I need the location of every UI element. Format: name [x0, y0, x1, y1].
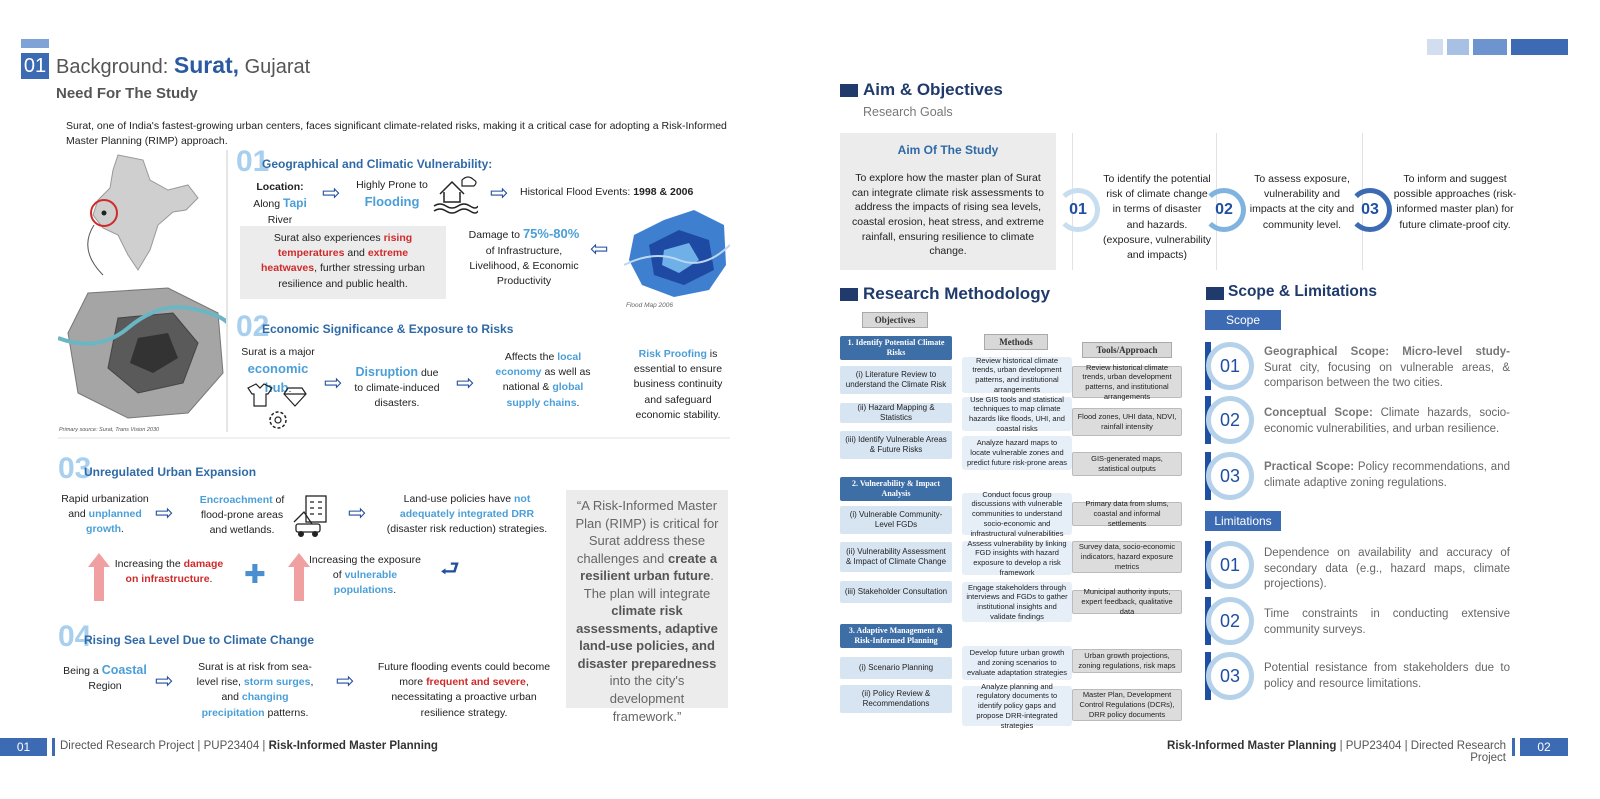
plus-icon: ✚ — [244, 559, 266, 589]
limit-text-3: Potential resistance from stakeholders due to policy and resource limitations. — [1264, 662, 1510, 690]
risk-proofing-text: Risk Proofing is essential to ensure business continuity and safeguard economic stability. — [633, 348, 723, 421]
col-objectives: Objectives — [862, 312, 928, 328]
objective-3: (iii) Identify Vulnerable Areas & Future Risks — [840, 431, 952, 459]
category-2: 2. Vulnerability & Impact Analysis — [840, 477, 952, 501]
location-text: Location: Along Tapi River — [253, 181, 307, 226]
arrow-icon: ⇨ — [348, 500, 367, 525]
heading-marker — [1206, 287, 1224, 300]
section-title-4: Rising Sea Level Due to Climate Change — [84, 633, 315, 647]
aim-subtitle: Research Goals — [863, 105, 953, 119]
objective-2: (ii) Hazard Mapping & Statistics — [840, 403, 952, 423]
arrow-return-icon: ⮐ — [440, 556, 460, 581]
scope-text-1: Geographical Scope: Micro-level study- Surat city, focusing on vulnerable areas, & comparison between the two cities. — [1264, 346, 1510, 390]
aim-box-title: Aim Of The Study — [897, 143, 999, 157]
page-title: Background: Surat, Gujarat — [56, 52, 311, 78]
economy-icons — [246, 382, 314, 432]
footer-bar — [1512, 738, 1515, 756]
goal-text-3: To inform and suggest possible approaches (risk-informed master plan) for future climate-proof city. — [1393, 173, 1517, 231]
coastal-text: Being a Coastal Region — [63, 663, 147, 693]
tool-4: Primary data from slums, coastal and informal settlements — [1072, 502, 1182, 526]
method-8: Analyze planning and regulatory documents to identify policy gaps and propose DRR-integrated strategies — [962, 686, 1072, 726]
tool-3: GIS-generated maps, statistical outputs — [1072, 452, 1182, 476]
tool-2: Flood zones, UHI data, NDVI, rainfall intensity — [1072, 408, 1182, 436]
footer-text-right: Risk-Informed Master Planning | PUP23404 | Directed Research Project — [1167, 740, 1506, 764]
arrow-left-icon: ⇦ — [590, 236, 609, 261]
section-num-1: 01 — [236, 145, 270, 178]
goal-number-2: 02 — [1202, 188, 1246, 232]
method-1: Review historical climate trends, urban development patterns, and institutional arrangements — [962, 357, 1072, 393]
encroachment-text: Encroachment of flood-prone areas and wetlands. — [199, 494, 285, 537]
limit-number-2: 02 — [1206, 597, 1254, 645]
method-7: Develop future urban growth and zoning scenarios to evaluate adaptation strategies — [962, 646, 1072, 680]
hub-text: Surat is a major economic hub. — [241, 346, 315, 396]
scope-label: Scope — [1205, 310, 1281, 330]
section-num-2: 02 — [236, 310, 270, 343]
col-tools: Tools/Approach — [1082, 342, 1172, 358]
urbanization-text: Rapid urbanization and unplanned growth. — [61, 493, 149, 536]
scope-text-3: Practical Scope: Policy recommendations, and climate adaptive zoning regulations. — [1264, 461, 1510, 489]
arrow-icon: ⇨ — [336, 668, 355, 693]
arrow-icon: ⇨ — [456, 370, 475, 395]
section-num-3: 03 — [58, 452, 92, 485]
goal-text-1: To identify the potential risk of climate change in terms of disaster and hazards. (exposure, vulnerability and impacts) — [1103, 173, 1211, 262]
damage-infra-text: Increasing the damage on infrastructure. — [114, 558, 224, 586]
goal-number-3: 03 — [1348, 188, 1392, 232]
tool-6: Municipal authority inputs, expert feedback, qualitative data — [1072, 590, 1182, 614]
aim-box — [840, 133, 1056, 270]
arrow-icon: ⇨ — [155, 500, 174, 525]
page-number: 01 — [0, 738, 47, 756]
flood-house-icon — [432, 172, 478, 214]
future-flooding-text: Future flooding events could become more frequent and severe, necessitating a proactive urban resilience strategy. — [377, 661, 551, 719]
objective-4: (i) Vulnerable Community-Level FGDs — [840, 506, 952, 534]
methodology-title: Research Methodology — [863, 284, 1051, 303]
surat-city-map — [58, 283, 228, 423]
goal-text-2: To assess exposure, vulnerability and impacts at the city and community level. — [1249, 173, 1355, 231]
objective-8: (ii) Policy Review & Recommendations — [840, 685, 952, 713]
scope-number-3: 03 — [1206, 452, 1254, 500]
heading-marker — [840, 84, 858, 97]
limit-text-1: Dependence on availability and accuracy of secondary data (e.g., hazard maps, climate projections). — [1264, 547, 1510, 591]
tool-1: Review historical climate trends, urban development patterns, and institutional arrangements — [1072, 366, 1182, 398]
objective-5: (ii) Vulnerability Assessment & Impact of Climate Change — [840, 542, 952, 572]
divider — [58, 437, 730, 439]
arrow-icon: ⇨ — [490, 180, 509, 205]
page-number-right: 02 — [1520, 738, 1568, 756]
tool-8: Master Plan, Development Control Regulations (DCRs), DRR policy documents — [1072, 689, 1182, 721]
scope-text-2: Conceptual Scope: Climate hazards, socio-economic vulnerabilities, and urban resilience. — [1264, 407, 1510, 435]
limitations-label: Limitations — [1205, 511, 1281, 531]
deco-square — [1473, 39, 1507, 55]
limit-number-1: 01 — [1206, 541, 1254, 589]
intro-text: Surat, one of India's fastest-growing urban centers, faces significant climate-related risks, making it a critical case for adopting a Risk-Informed Master Planning (RIMP) approach. — [66, 120, 727, 148]
section-number: 01 — [21, 53, 49, 79]
section-title-2: Economic Significance & Exposure to Risks — [262, 322, 514, 336]
heatwave-box: Surat also experiences rising temperatures and extreme heatwaves, further stressing urban resilience and public health. — [240, 226, 446, 299]
tool-7: Urban growth projections, zoning regulations, risk maps — [1072, 649, 1182, 673]
section-num-4: 04 — [58, 620, 92, 653]
col-methods: Methods — [984, 334, 1048, 350]
objective-6: (iii) Stakeholder Consultation — [840, 581, 952, 603]
section-title-1: Geographical and Climatic Vulnerability: — [262, 157, 493, 171]
goal-number-1: 01 — [1056, 188, 1100, 232]
construction-icon — [292, 492, 340, 538]
arrow-up-icon — [88, 553, 110, 601]
historical-floods: Historical Flood Events: 1998 & 2006 — [520, 186, 694, 198]
section-title-3: Unregulated Urban Expansion — [84, 465, 257, 479]
deco-square — [1427, 39, 1443, 55]
disruption-text: Disruption due to climate-induced disasters. — [354, 365, 440, 410]
divider — [226, 150, 228, 432]
map-source: Primary source: Surat, Trans Vision 2030 — [59, 427, 160, 433]
limit-text-2: Time constraints in conducting extensive community surveys. — [1264, 608, 1510, 636]
method-3: Analyze hazard maps to locate vulnerable zones and predict future risk-prone areas — [962, 436, 1072, 470]
sea-risk-text: Surat is at risk from sea-level rise, storm surges, and changing precipitation patterns. — [196, 661, 314, 719]
prone-text: Highly Prone to Flooding — [356, 179, 428, 210]
arrow-icon: ⇨ — [322, 180, 341, 205]
flood-map-caption: Flood Map 2006 — [626, 302, 673, 309]
aim-box-text: To explore how the master plan of Surat can integrate climate risk assessments to address the impacts of rising sea levels, coastal erosion, heat stress, and extreme rainfall, ensuring resilience to climate change. — [852, 172, 1045, 258]
method-6: Engage stakeholders through interviews and FGDs to gather institutional insights and validate findings — [962, 582, 1072, 622]
affects-text: Affects the local economy as well as national & global supply chains. — [495, 351, 591, 409]
arrow-icon: ⇨ — [324, 370, 343, 395]
objective-1: (i) Literature Review to understand the Climate Risk — [840, 366, 952, 394]
method-4: Conduct focus group discussions with vulnerable communities to understand socio-economic and infrastructural vulnerabilities — [962, 493, 1072, 535]
footer-bar — [52, 738, 55, 756]
deco-square — [1511, 39, 1568, 55]
flood-map-2006 — [624, 205, 730, 300]
method-2: Use GIS tools and statistical techniques to map climate hazards like floods, UHI, and coastal risks — [962, 397, 1072, 431]
arrow-icon: ⇨ — [155, 668, 174, 693]
tool-5: Survey data, socio-economic indicators, hazard exposure metrics — [1072, 541, 1182, 573]
page-subtitle: Need For The Study — [56, 85, 198, 102]
heading-marker — [840, 288, 858, 301]
scope-title: Scope & Limitations — [1228, 283, 1377, 300]
category-3: 3. Adaptive Management & Risk-Informed Planning — [840, 624, 952, 648]
aim-title: Aim & Objectives — [863, 80, 1003, 99]
footer-text: Directed Research Project | PUP23404 | Risk-Informed Master Planning — [60, 740, 438, 752]
quote-box: “A Risk-Informed Master Plan (RIMP) is critical for Surat address these challenges and create a resilient urban future. The plan will integrate climate risk assessments, adaptive land-use policies, and disaster preparedness into the city's development framework.” — [566, 490, 728, 708]
deco-bar — [21, 39, 49, 48]
india-map — [58, 150, 228, 280]
category-1: 1. Identify Potential Climate Risks — [840, 336, 952, 360]
method-5: Assess vulnerability by linking FGD insights with hazard exposure to develop a risk framework — [962, 541, 1072, 575]
limit-number-3: 03 — [1206, 652, 1254, 700]
objective-7: (i) Scenario Planning — [840, 657, 952, 679]
exposure-text: Increasing the exposure of vulnerable populations. — [308, 554, 422, 597]
scope-number-2: 02 — [1206, 396, 1254, 444]
deco-square — [1447, 39, 1469, 55]
damage-text: Damage to 75%-80% of Infrastructure, Livelihood, & Economic Productivity — [468, 226, 580, 288]
land-use-text: Land-use policies have not adequately integrated DRR (disaster risk reduction) strategies. — [386, 493, 548, 536]
scope-number-1: 01 — [1206, 342, 1254, 390]
